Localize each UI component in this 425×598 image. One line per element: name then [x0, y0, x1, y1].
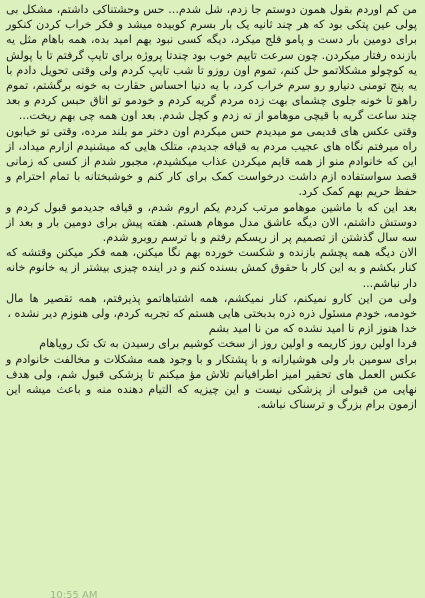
message-paragraph: من کم اوردم بقول همون دوستم جا زدم، شل شدم... حس وحشتناکی داشتم، مشکل بی پولی عین پتکی بود که هر چند ثانیه یک بار بسرم کوبیده میشد و فکر خراب کردن کنکور برای دومین بار دست و پامو فلج میکرد، دیگه کسی نبود بهم امید بده، همه باهام مثل یه بازنده رفتار میکردن. چون سرعت تایپم خوب بود چندتا پروژه برای تایپ گرفتم تا با پولش یه کوچولو مشکلاتمو حل کنم، تموم اون روزو تا شب تایپ کردم ولی وقتی تحویل دادم با یه پنج تومنی دنیارو رو سرم خراب کرد، با یه دنیا احساس حقارت به خونه برگشتم، تموم راهو تا خونه جلوی چشمای بهت زده مردم گریه کردم و خودمو تو اتاق حبس کردم و بعد چند ساعت گریه با قیچی موهامو از ته زدم و کچل شدم. بعد اون همه چی بهم ریخت... — [6, 3, 417, 123]
message-paragraph: ولی من این کارو نمیکنم، کنار نمیکشم، همه اشتباهاتمو پذیرفتم، همه تقصیر ها مال خودمه، خودم مسئول ذره ذره بدبختی هایی هستم که تجربه کردم، ولی هنوزم دیر نشده ، — [6, 291, 417, 321]
message-timestamp: 10:55 AM — [50, 590, 98, 598]
message-paragraph: وقتی عکس های قدیمی مو میدیدم حس میکردم اون دختر مو بلند مرده، وقتی تو خیابون راه میرفتم نگاه های عجیب مردم به قیافه جدیدم، متلک هایی که میشنیدم ازارم میداد، از این که خانوادم منو از همه قایم میکردن عذاب میکشیدم، مجبور شدم از کسی که زمانی قصد سواستفاده ازم داشت درخواست کمک برای کار کنم و خوشبختانه با تمام احترام و حفظ حریم بهم کمک کرد. — [6, 124, 417, 199]
message-paragraph: برای سومین بار ولی هوشیارانه و با پشتکار و با وجود همه مشکلات و مخالفت خانوادم و عکس العمل های تحقیر امیز اطرافیانم تلاش مؤ میکنم تا پزشکی قبول شم، ولی هدف نهایی من قبولی از پزشکی نیست و این چیزیه که التیام دهنده منه و باعث میشه این ازمون برام بزرگ و ترسناک نباشه. — [6, 352, 417, 412]
message-paragraph: الان دیگه همه پچشم بازنده و شکست خورده بهم نگا میکنن، همه فکر میکنن وقتشه که کنار بکشم و به این کار با حقوق کمش بسنده کنم و در اینده چیزی بیشتر از یه خانوم خانه دار نباشم... — [6, 246, 417, 290]
message-paragraph: خدا هنوز ازم نا امید نشده که من نا امید بشم — [208, 322, 417, 336]
message-paragraph: فردا اولین روز کاریمه و اولین روز از سخت کوشیم برای رسیدن به تک تک رویاهام — [39, 337, 417, 351]
message-paragraph: بعد این که با ماشین موهامو مرتب کردم یکم اروم شدم، و قیافه جدیدمو قبول کردم و دوستش داشتم، الان دیگه عاشق مدل موهام هستم. هفته پیش برای دومین بار و بعد از سه سال گذشتن از تصمیم پر از ریسکم رفتم و با ترسم روبرو شدم. — [6, 200, 417, 245]
message-text — [6, 2, 417, 412]
